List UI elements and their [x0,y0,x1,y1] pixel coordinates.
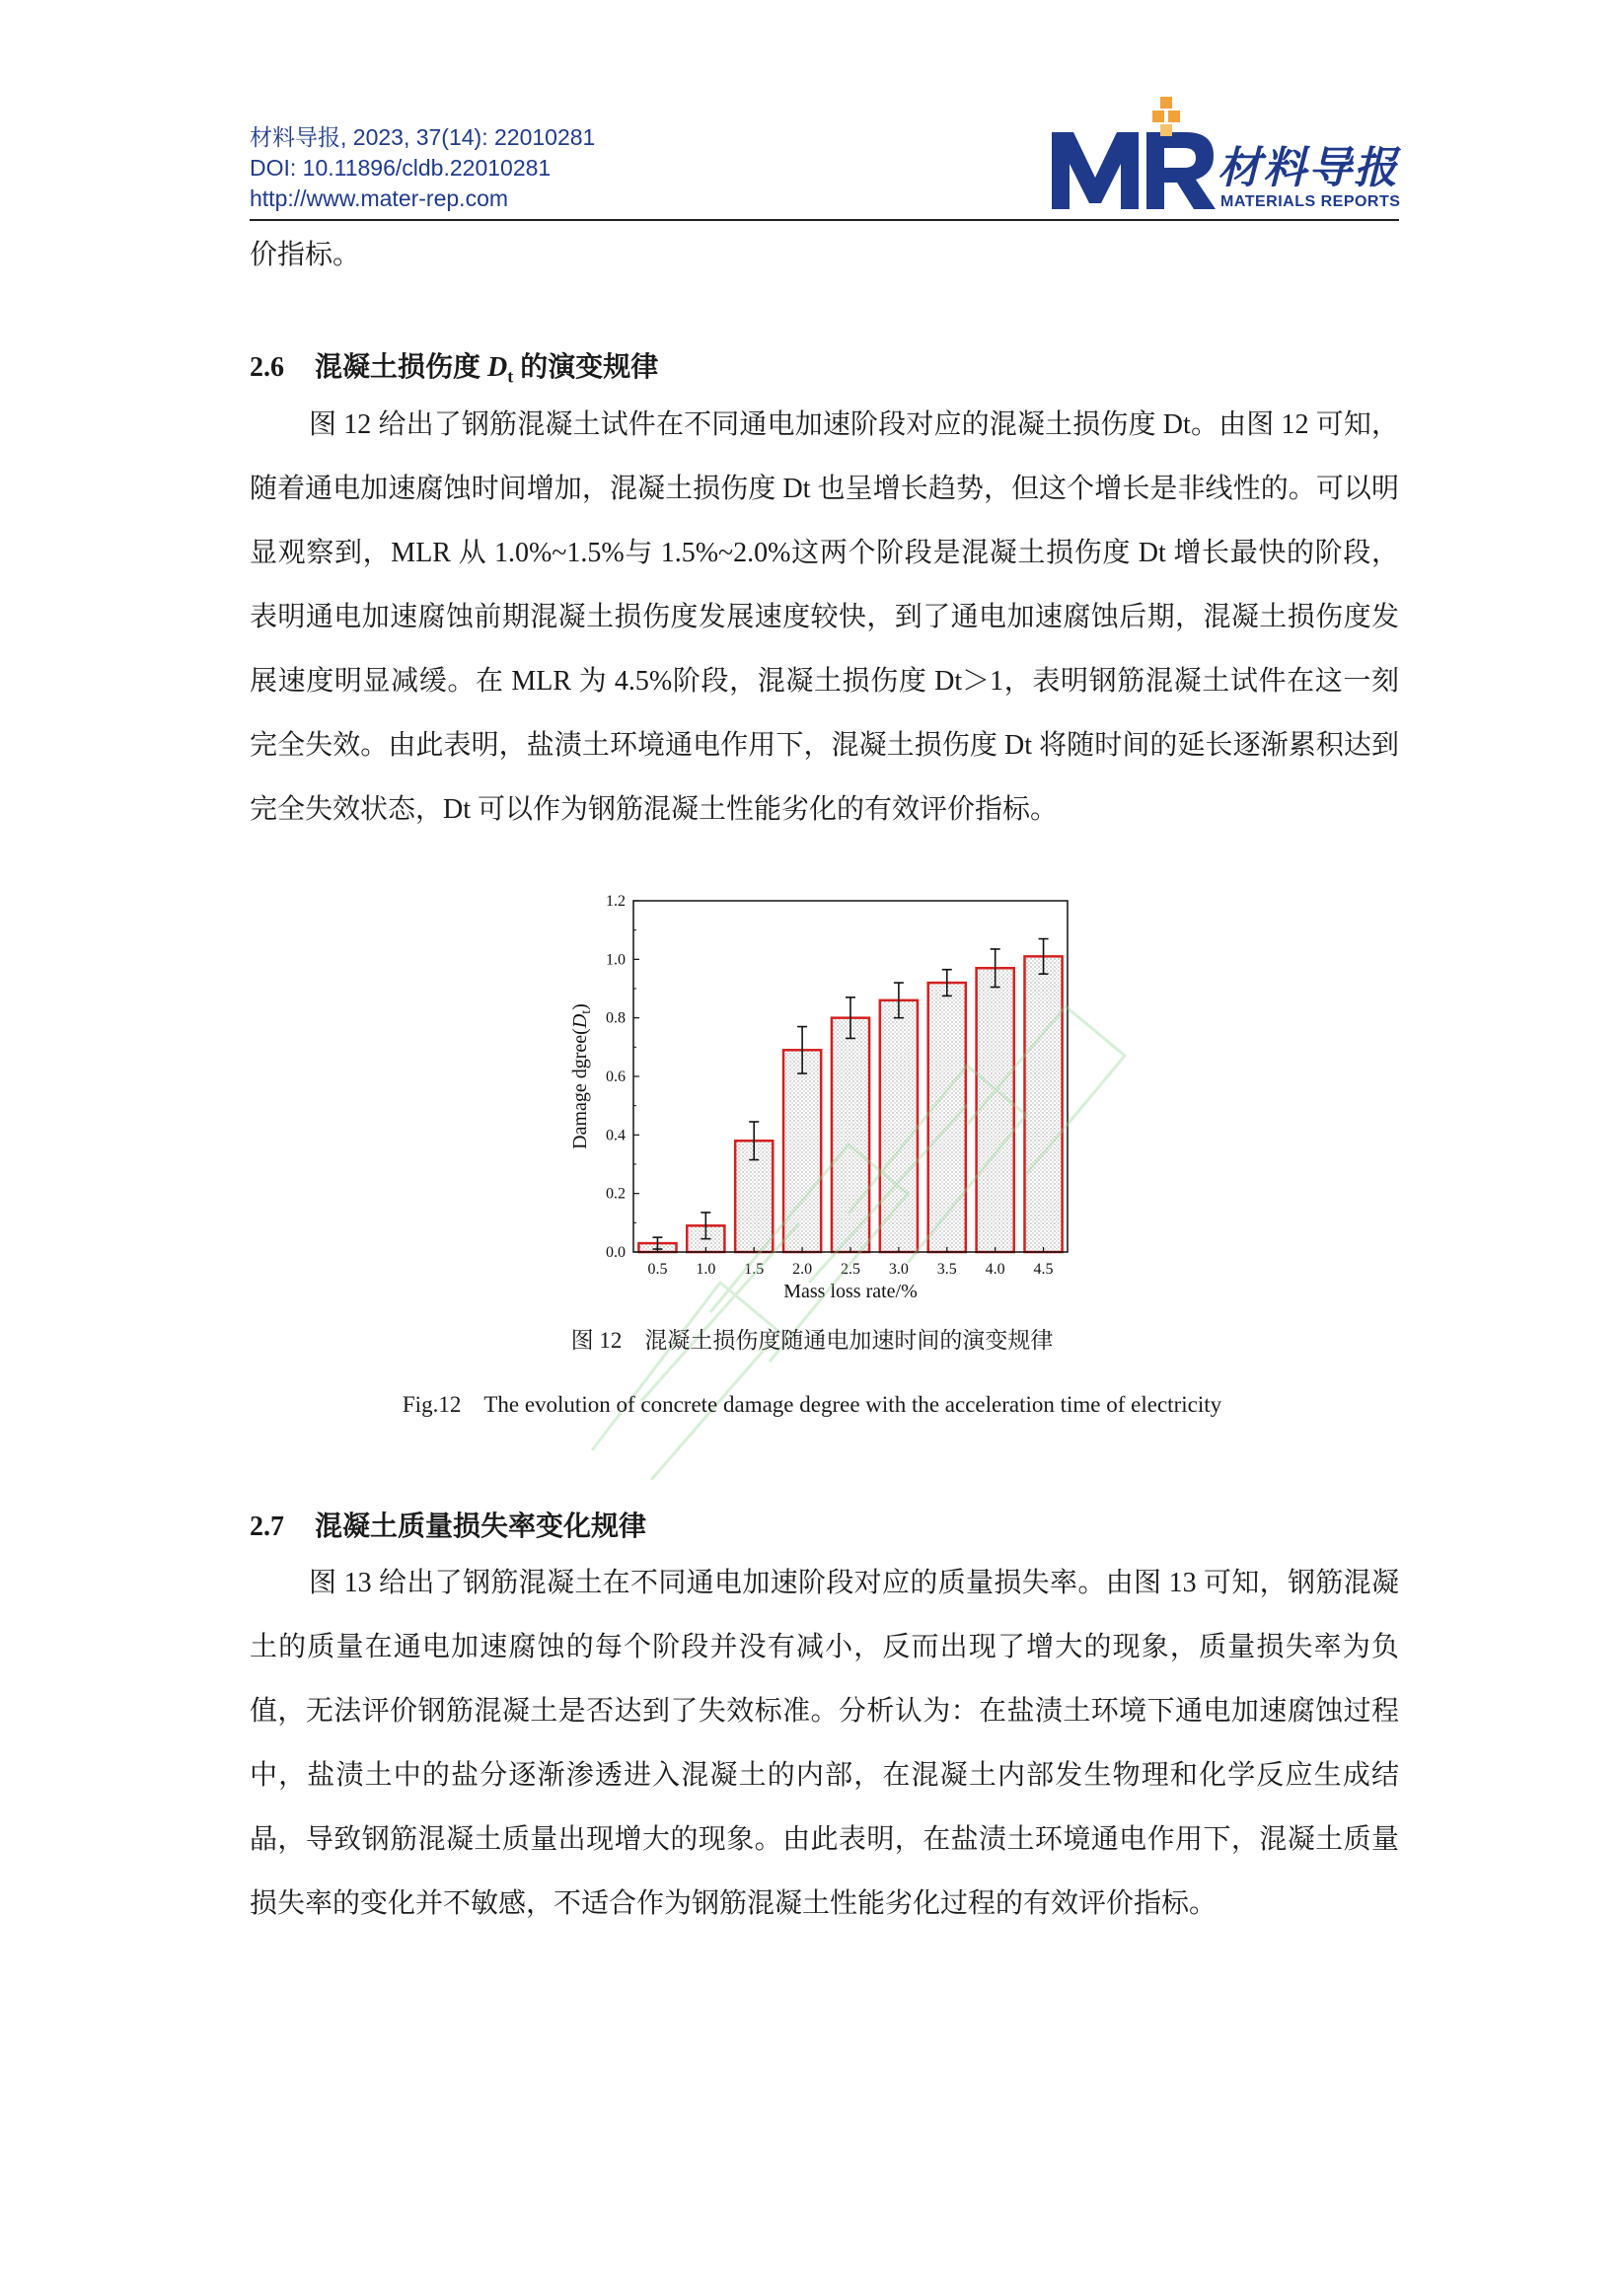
bar-2.5 [832,1018,869,1252]
x-axis-label: Mass loss rate/% [783,1281,918,1302]
y-tick-label: 1.2 [606,893,626,910]
x-tick-label: 4.5 [1033,1261,1054,1278]
x-tick-label: 1.0 [696,1261,716,1278]
x-tick-label: 3.5 [936,1261,957,1278]
section-number: 2.6 [250,352,284,383]
x-tick-label: 1.5 [744,1261,765,1278]
paragraph-2-6: 图 12 给出了钢筋混凝土试件在不同通电加速阶段对应的混凝土损伤度 Dt。由图 12 可知，随着通电加速腐蚀时间增加，混凝土损伤度 Dt 也呈增长趋势，但这个增长是非线性的。可以明显观察到，MLR 从 1.0%~1.5%与 1.5%~2.0%这两个阶段是混凝土损伤度 Dt 增长最快的阶段，表明通电加速腐蚀前期混凝土损伤度发展速度较快，到了通电加速腐蚀后期，混凝土损伤度发展速度明显减缓。在 MLR 为 4.5%阶段，混凝土损伤度 Dt＞1，表明钢筋混凝土试件在这一刻完全失效。由此表明，盐渍土环境通电作用下，混凝土损伤度 Dt 将随时间的延长逐渐累积达到完全失效状态，Dt 可以作为钢筋混凝土性能劣化的有效评价指标。 [250,409,1399,825]
section-title-var: D [487,352,508,383]
header-rule [250,219,1399,221]
y-tick-label: 0.6 [606,1069,626,1085]
journal-url: http://www.mater-rep.com [250,185,509,211]
damage-degree-bar-chart [553,883,1085,1317]
x-tick-label: 4.0 [985,1261,1005,1278]
x-tick-label: 3.0 [888,1261,909,1278]
logo-chinese-title: 材料导报 [1218,143,1399,193]
carryover-text: 价指标。 [250,240,361,270]
figure-caption-english: Fig.12 The evolution of concrete damage degree with the acceleration time of electricity [402,1392,1222,1417]
section-number: 2.7 [250,1511,284,1542]
bar-3.5 [928,983,966,1252]
section-title: 混凝土质量损失率变化规律 [315,1511,647,1542]
logo-english-title: MATERIALS REPORTS [1220,193,1401,210]
y-tick-label: 0.4 [606,1127,626,1144]
bar-3.0 [880,1000,918,1252]
y-tick-label: 0.0 [606,1244,626,1261]
section-2-6-heading [250,345,658,388]
journal-logo [1048,95,1403,213]
section-title-sub: t [507,366,514,387]
x-tick-label: 0.5 [647,1261,668,1278]
doi: DOI: 10.11896/cldb.22010281 [250,155,552,181]
section-2-7-heading [250,1505,646,1544]
journal-citation: 材料导报, 2023, 37(14): 22010281 [250,124,596,150]
figure-caption-chinese: 图 12 混凝土损伤度随通电加速时间的演变规律 [570,1328,1054,1353]
mr-logo-mark [1048,95,1216,213]
bar-2.0 [783,1050,821,1252]
y-tick-label: 0.8 [606,1009,626,1027]
y-tick-label: 0.2 [606,1185,626,1203]
paragraph-2-7: 图 13 给出了钢筋混凝土在不同通电加速阶段对应的质量损失率。由图 13 可知，钢筋混凝土的质量在通电加速腐蚀的每个阶段并没有减小，反而出现了增大的现象，质量损失率为负值，无法评价钢筋混凝土是否达到了失效标准。分析认为：在盐渍土环境下通电加速腐蚀过程中，盐渍土中的盐分逐渐渗透进入混凝土的内部，在混凝土内部发生物理和化学反应生成结晶，导致钢筋混凝土质量出现增大的现象。由此表明，在盐渍土环境通电作用下，混凝土质量损失率的变化并不敏感，不适合作为钢筋混凝土性能劣化过程的有效评价指标。 [250,1568,1399,1919]
section-title-post: 的演变规律 [513,352,659,383]
bar-4.0 [977,968,1014,1252]
y-tick-label: 1.0 [606,951,626,969]
journal-meta [250,122,595,214]
y-axis-label: Damage $dgree(D_t)$ [569,1003,594,1149]
section-title-pre: 混凝土损伤度 [315,352,488,383]
x-tick-label: 2.5 [841,1261,860,1278]
x-tick-label: 2.0 [792,1261,813,1278]
bar-4.5 [1024,956,1062,1252]
